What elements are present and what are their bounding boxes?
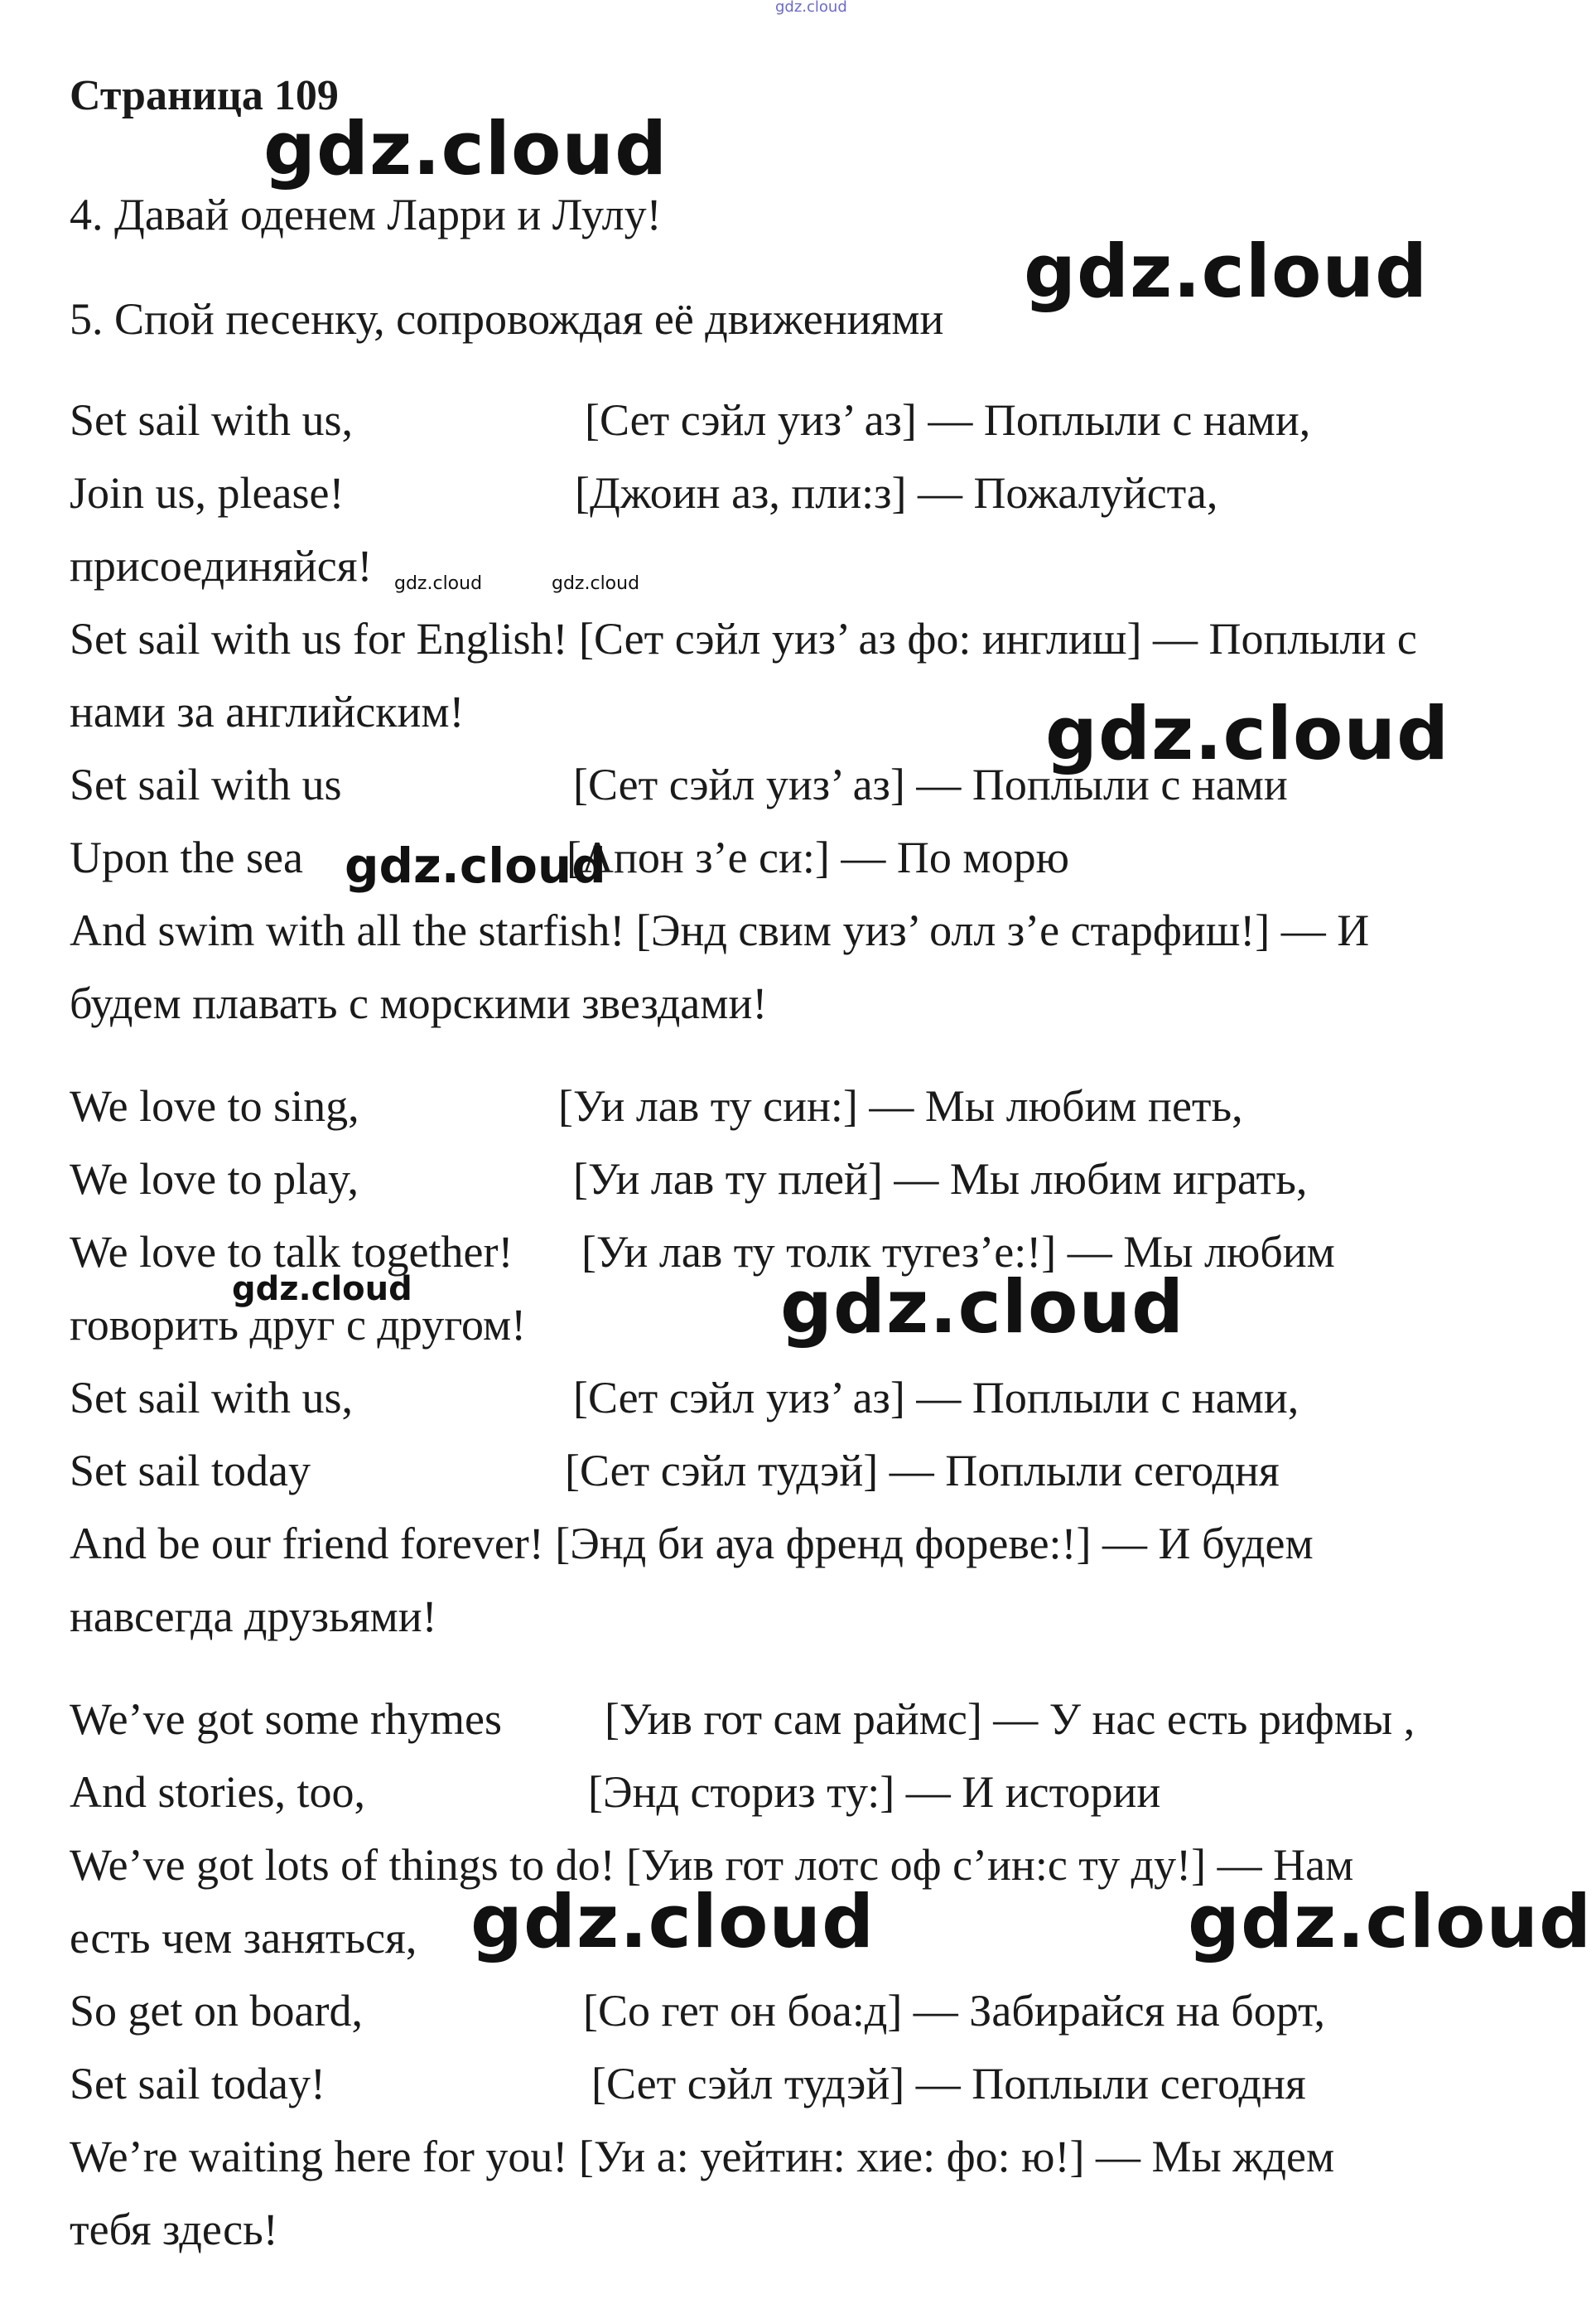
song-translation: [Уи лав ту толк тугез’е:!] — Мы любим: [581, 1227, 1335, 1277]
song-english: Set sail with us,: [70, 395, 354, 445]
song-line: [70, 1154, 1308, 1204]
song-english: We love to play,: [70, 1154, 359, 1204]
watermark-top: gdz.cloud: [775, 0, 847, 16]
song-line: [70, 1373, 1299, 1422]
song-english: Set sail with us,: [70, 1373, 354, 1422]
song-english: We love to talk together!: [70, 1227, 514, 1277]
song-line-continued: нами за английским!: [70, 687, 465, 737]
song-line-continued: тебя здесь!: [70, 2205, 278, 2254]
song-line: Set sail with us for English! [Сет сэйл уиз’ аз фо: инглиш] — Поплыли с: [70, 614, 1417, 664]
song-english: Set sail today: [70, 1446, 311, 1495]
song-translation: [Сет сэйл уиз’ аз] — Поплыли с нами,: [573, 1373, 1299, 1422]
watermark: gdz.cloud: [263, 106, 668, 191]
song-line: We’ve got lots of things to do! [Уив гот лотс оф с’ин:с ту ду!] — Нам: [70, 1840, 1354, 1890]
song-line: [70, 1081, 1243, 1131]
song-line: [70, 395, 1311, 445]
song-line: [70, 1767, 1161, 1817]
song-line: [70, 468, 1218, 518]
song-line-continued: будем плавать с морскими звездами!: [70, 978, 768, 1028]
watermark: gdz.cloud: [552, 573, 640, 594]
song-english: Set sail with us: [70, 760, 342, 809]
task-4: 4. Давай оденем Ларри и Лулу!: [70, 190, 662, 239]
song-line: We’re waiting here for you! [Уи а: уейтин: хие: фо: ю!] — Мы ждем: [70, 2132, 1335, 2181]
song-english: We love to sing,: [70, 1081, 359, 1131]
song-translation: [Уив гот сам раймс] — У нас есть рифмы ,: [605, 1694, 1415, 1744]
song-line: And swim with all the starfish! [Энд свим уиз’ олл з’е старфиш!] — И: [70, 906, 1370, 955]
song-english: So get on board,: [70, 1986, 363, 2036]
song-translation: [Уи лав ту син:] — Мы любим петь,: [558, 1081, 1243, 1131]
song-line-continued: присоединяйся!: [70, 541, 373, 591]
song-line: [70, 1446, 1280, 1495]
song-line: [70, 2059, 1306, 2108]
watermark: gdz.cloud: [1045, 691, 1450, 776]
song-line: And be our friend forever! [Энд би ауа френд фореве:!] — И будем: [70, 1519, 1314, 1568]
watermark: gdz.cloud: [394, 573, 483, 594]
song-translation: [Уи лав ту плей] — Мы любим играть,: [573, 1154, 1308, 1204]
song-translation: [Со гет он боа:д] — Забирайся на борт,: [583, 1986, 1326, 2036]
page-heading: Страница 109: [70, 72, 339, 119]
song-translation: [Сет сэйл уиз’ аз] — Поплыли с нами,: [585, 395, 1311, 445]
song-english: We’ve got some rhymes: [70, 1694, 503, 1744]
watermark: gdz.cloud: [1188, 1879, 1593, 1964]
watermark: gdz.cloud: [232, 1270, 412, 1308]
song-english: Join us, please!: [70, 468, 345, 518]
task-5: 5. Спой песенку, сопровождая её движениями: [70, 294, 944, 344]
song-line: [70, 1227, 1335, 1277]
song-line: [70, 1986, 1326, 2036]
song-translation: [Апон з’е си:] — По морю: [567, 833, 1069, 882]
song-translation: [Сет сэйл тудэй] — Поплыли сегодня: [565, 1446, 1280, 1495]
song-line-continued: есть чем заняться,: [70, 1913, 417, 1963]
watermark: gdz.cloud: [780, 1264, 1185, 1350]
song-english: Set sail today!: [70, 2059, 325, 2108]
song-english: Upon the sea: [70, 833, 303, 882]
song-line: [70, 760, 1288, 809]
song-translation: [Сет сэйл тудэй] — Поплыли сегодня: [591, 2059, 1306, 2108]
song-translation: [Сет сэйл уиз’ аз] — Поплыли с нами: [573, 760, 1288, 809]
song-translation: [Энд сториз ту:] — И истории: [588, 1767, 1161, 1817]
song-translation: [Джоин аз, пли:з] — Пожалуйста,: [575, 468, 1218, 518]
song-line: [70, 1694, 1415, 1744]
song-english: And stories, too,: [70, 1767, 365, 1817]
song-line-continued: навсегда друзьями!: [70, 1591, 437, 1641]
song-line-continued: говорить друг с другом!: [70, 1300, 527, 1350]
watermark: gdz.cloud: [1024, 229, 1429, 314]
watermark: gdz.cloud: [345, 838, 606, 894]
watermark: gdz.cloud: [470, 1879, 875, 1964]
